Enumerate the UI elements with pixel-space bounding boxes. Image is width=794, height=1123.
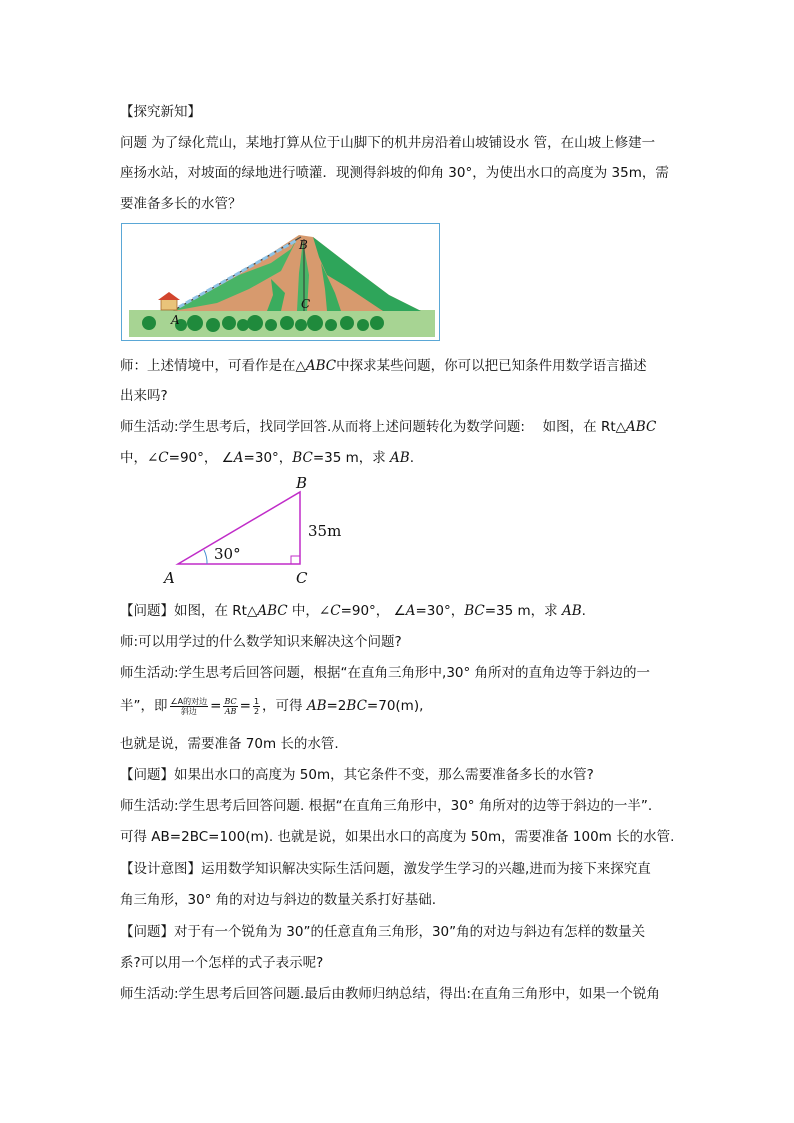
teacher2-line: 师:可以用学过的什么数学知识来解决这个问题? bbox=[120, 634, 402, 650]
mountain-illustration bbox=[121, 223, 441, 341]
problem3-line: 【问题】如果出水口的高度为 50m，其它条件不变，那么需要准备多长的水管? bbox=[120, 767, 594, 783]
illustration-label-b: B bbox=[299, 238, 308, 252]
activity1-line-2: 中，∠C=90°， ∠A=30°，BC=35 m，求 AB. bbox=[120, 450, 415, 466]
illustration-label-c: C bbox=[301, 297, 311, 311]
problem2-line: 【问题】如图，在 Rt△ABC 中，∠C=90°， ∠A=30°，BC=35 m，求 AB. bbox=[120, 603, 586, 619]
problem-line-1: 问题 为了绿化荒山，某地打算从位于山脚下的机井房沿着山坡铺设水 管，在山坡上修建一 bbox=[120, 135, 656, 151]
pump-house bbox=[161, 299, 177, 310]
activity1-line-1: 师生活动:学生思考后，找同学回答.从而将上述问题转化为数学问题: 如图，在 Rt△ABC bbox=[120, 419, 657, 435]
fraction-3: $\frac{1}{2}$ bbox=[253, 696, 260, 716]
activity3-line-1: 师生活动:学生思考后回答问题. 根据“在直角三角形中，30° 角所对的边等于斜边的一半”. bbox=[120, 798, 653, 814]
activity3-line-2: 可得 AB=2BC=100(m). 也就是说，如果出水口的高度为 50m，需要准备 100m 长的水管. bbox=[120, 829, 675, 845]
problem-line-2: 座扬水站，对坡面的绿地进行喷灌．现测得斜坡的仰角 30°，为使出水口的高度为 35m，需 bbox=[120, 165, 669, 181]
illustration-label-a: A bbox=[171, 313, 180, 327]
problem4-line-1: 【问题】对于有一个锐角为 30”的任意直角三角形，30”角的对边与斜边有怎样的数量关 bbox=[120, 924, 646, 940]
vertex-a-label: A bbox=[164, 569, 175, 587]
vertex-b-label: B bbox=[296, 474, 308, 492]
design-line-1: 【设计意图】运用数学知识解决实际生活问题，激发学生学习的兴趣,进而为接下来探究直 bbox=[120, 861, 651, 877]
activity2-line-3: 也就是说，需要准备 70m 长的水管. bbox=[120, 736, 339, 752]
right-triangle-figure bbox=[160, 470, 360, 595]
teacher-question-line-1: 师：上述情境中，可看作是在△ABC中探求某些问题，你可以把已知条件用数学语言描述 bbox=[120, 358, 647, 374]
angle-a-label: 30° bbox=[214, 545, 241, 563]
activity4-line: 师生活动:学生思考后回答问题.最后由教师归纳总结，得出:在直角三角形中，如果一个锐角 bbox=[120, 986, 660, 1002]
activity2-line-2: 半”，即 $\frac{\text{∠A的对边}}{\text{斜边}}$ = $\frac{BC}{AB}$ = $\frac{1}{2}$ ，可得 AB=2BC=70(m), bbox=[120, 696, 424, 716]
right-angle-mark bbox=[291, 556, 300, 564]
angle-arc bbox=[204, 550, 207, 564]
section-heading: 【探究新知】 bbox=[120, 104, 201, 120]
problem4-line-2: 系?可以用一个怎样的式子表示呢? bbox=[120, 955, 324, 971]
activity2-line-1: 师生活动:学生思考后回答问题，根据“在直角三角形中,30° 角所对的直角边等于斜边的一 bbox=[120, 665, 651, 681]
fraction-1: $\frac{\text{∠A的对边}}{\text{斜边}}$ bbox=[170, 696, 208, 716]
vertex-c-label: C bbox=[296, 569, 308, 587]
teacher-question-line-2: 出来吗? bbox=[120, 388, 168, 404]
side-bc-label: 35m bbox=[308, 522, 342, 540]
fraction-2: $\frac{BC}{AB}$ bbox=[224, 696, 237, 716]
problem-line-3: 要准备多长的水管？ bbox=[120, 196, 242, 212]
design-line-2: 角三角形，30° 角的对边与斜边的数量关系打好基础. bbox=[120, 892, 437, 908]
